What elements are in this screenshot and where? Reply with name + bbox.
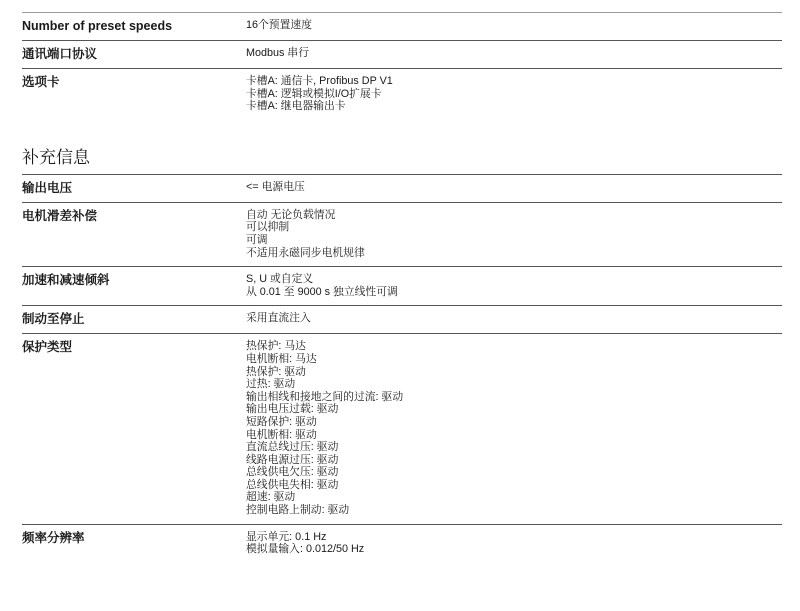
spec-table-main xyxy=(22,12,782,120)
spec-label: Number of preset speeds xyxy=(22,19,173,33)
spec-value-line: 电机断相: 驱动 xyxy=(246,428,317,441)
spec-label: 加速和减速倾斜 xyxy=(22,273,110,288)
spec-row xyxy=(22,174,782,202)
spec-value-line: 直流总线过压: 驱动 xyxy=(246,441,339,454)
spec-value-line: 自动 无论负载情况 xyxy=(246,208,336,221)
spec-value-line: 采用直流注入 xyxy=(246,312,311,325)
spec-value-line: 超速: 驱动 xyxy=(246,491,296,504)
spec-value-line: 可以抑制 xyxy=(246,221,290,234)
spec-value-line: 可调 xyxy=(246,233,268,246)
spec-value-line: 从 0.01 至 9000 s 独立线性可调 xyxy=(246,285,398,298)
spec-value xyxy=(246,209,782,259)
spec-value xyxy=(246,19,782,33)
spec-value xyxy=(246,340,782,516)
spec-row xyxy=(22,266,782,305)
spec-value-line: 短路保护: 驱动 xyxy=(246,415,317,428)
spec-value-line: 显示单元: 0.1 Hz xyxy=(246,530,327,543)
spec-label: 频率分辨率 xyxy=(22,530,85,545)
spec-value-line: 卡槽A: 逻辑或模拟I/O扩展卡 xyxy=(246,87,382,100)
spec-label: 保护类型 xyxy=(22,340,73,355)
spec-value-line: 16个预置速度 xyxy=(246,19,312,31)
spec-value xyxy=(246,312,782,326)
spec-value-line: Modbus 串行 xyxy=(246,47,310,59)
spec-table-supplementary xyxy=(22,174,782,563)
spec-value-line: 过热: 驱动 xyxy=(246,378,296,391)
spec-value-line: 热保护: 马达 xyxy=(246,340,306,353)
spec-value-line: 模拟量输入: 0.012/50 Hz xyxy=(246,543,365,556)
spec-label: 电机滑差补偿 xyxy=(22,208,98,223)
spec-row xyxy=(22,202,782,266)
spec-row xyxy=(22,333,782,523)
spec-row xyxy=(22,68,782,120)
section-title: 补充信息 xyxy=(22,147,90,167)
spec-row xyxy=(22,12,782,40)
spec-value-line: 总线供电失相: 驱动 xyxy=(246,478,339,491)
spec-value-line: 线路电源过压: 驱动 xyxy=(246,453,339,466)
spec-value xyxy=(246,531,782,556)
spec-label: 通讯端口协议 xyxy=(22,47,98,61)
spec-label: 选项卡 xyxy=(22,75,60,89)
spec-value-line: 电机断相: 马达 xyxy=(246,352,317,365)
spec-row xyxy=(22,524,782,563)
spec-value-line: 热保护: 驱动 xyxy=(246,365,306,378)
spec-value-line: S, U 或自定义 xyxy=(246,273,314,286)
spec-value-line: 总线供电欠压: 驱动 xyxy=(246,466,339,479)
spec-value-line: <= 电源电压 xyxy=(246,180,305,193)
spec-row xyxy=(22,40,782,68)
spec-value xyxy=(246,75,782,113)
spec-value-line: 卡槽A: 继电器输出卡 xyxy=(246,100,346,113)
spec-value-line: 不适用永磁同步电机规律 xyxy=(246,246,365,259)
spec-sheet xyxy=(22,0,782,563)
spec-value xyxy=(246,181,782,195)
spec-value-line: 输出相线和接地之间的过流: 驱动 xyxy=(246,390,404,403)
spec-label: 制动至停止 xyxy=(22,312,85,327)
spec-value xyxy=(246,47,782,61)
spec-value-line: 输出电压过载: 驱动 xyxy=(246,403,339,416)
spec-row xyxy=(22,305,782,333)
spec-label: 输出电压 xyxy=(22,180,73,195)
spec-value xyxy=(246,273,782,298)
spec-value-line: 控制电路上制动: 驱动 xyxy=(246,504,350,517)
spec-value-line: 卡槽A: 通信卡, Profibus DP V1 xyxy=(246,75,393,87)
